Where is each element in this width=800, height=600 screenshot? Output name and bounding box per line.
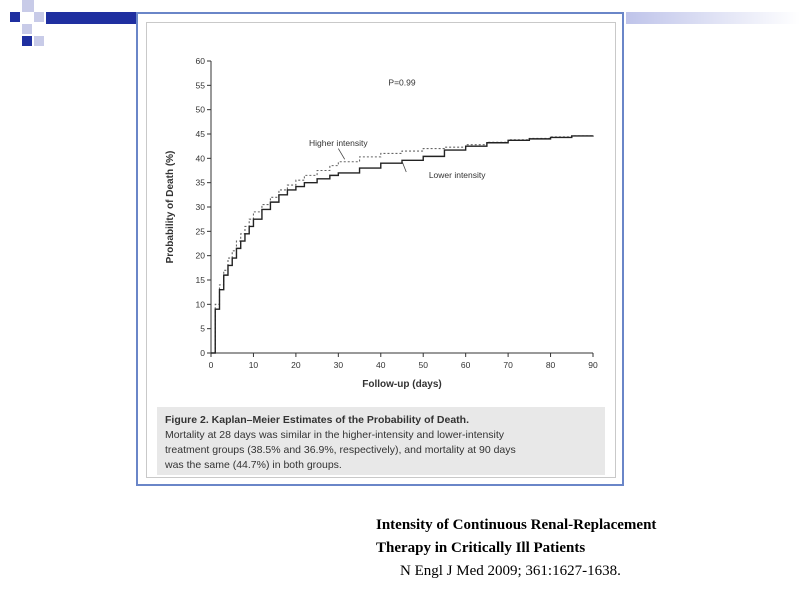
y-tick-label: 30 [195, 202, 205, 212]
annotation-label: Lower intensity [428, 169, 486, 180]
caption-line: treatment groups (38.5% and 36.9%, respectively), and mortality at 90 days [165, 444, 516, 456]
x-tick-label: 10 [248, 360, 259, 370]
annotation-leader [338, 149, 344, 160]
slide-decoration [0, 0, 140, 48]
y-tick-label: 15 [195, 275, 205, 285]
x-tick-label: 30 [333, 360, 344, 370]
annotation-label: Higher intensity [309, 138, 368, 149]
y-tick-label: 35 [195, 177, 205, 188]
y-tick-label: 50 [195, 104, 205, 115]
citation-title-line-1: Intensity of Continuous Renal-Replacement [376, 517, 657, 533]
y-tick-label: 20 [195, 250, 205, 261]
figure-frame [136, 12, 624, 486]
figure-panel [146, 22, 616, 478]
x-tick-label: 60 [460, 360, 471, 370]
y-tick-label: 40 [195, 153, 205, 164]
caption-title: Figure 2. Kaplan–Meier Estimates of the Probability of Death. [165, 414, 469, 426]
y-tick-label: 45 [195, 129, 205, 139]
citation [376, 514, 656, 583]
series-line-lower-intensity [211, 135, 593, 353]
y-axis-label: Probability of Death (%) [165, 150, 176, 264]
citation-title-line-2: Therapy in Critically Ill Patients [376, 540, 586, 556]
header-gradient-bar [626, 12, 800, 24]
caption-line: Mortality at 28 days was similar in the higher-intensity and lower-intensity [165, 429, 505, 441]
y-tick-label: 25 [195, 226, 205, 237]
y-tick-label: 60 [195, 56, 205, 66]
x-tick-label: 0 [208, 360, 214, 370]
annotation-label: P=0.99 [388, 77, 416, 88]
y-tick-label: 55 [195, 80, 205, 91]
x-tick-label: 50 [418, 360, 428, 370]
x-tick-label: 20 [291, 360, 301, 370]
x-tick-label: 90 [588, 360, 598, 370]
caption-line: was the same (44.7%) in both groups. [165, 459, 342, 471]
y-tick-label: 5 [200, 323, 205, 334]
y-tick-label: 10 [195, 299, 205, 310]
x-tick-label: 80 [545, 360, 556, 370]
annotation-leader [402, 161, 406, 172]
y-tick-label: 0 [200, 348, 205, 358]
citation-reference: N Engl J Med 2009; 361:1627-1638. [400, 563, 621, 579]
series-line-higher-intensity [211, 135, 593, 353]
figure-caption [157, 407, 605, 475]
kaplan-meier-chart [147, 23, 615, 403]
x-tick-label: 70 [503, 360, 513, 370]
x-tick-label: 40 [376, 360, 386, 370]
x-axis-label: Follow-up (days) [362, 379, 442, 390]
